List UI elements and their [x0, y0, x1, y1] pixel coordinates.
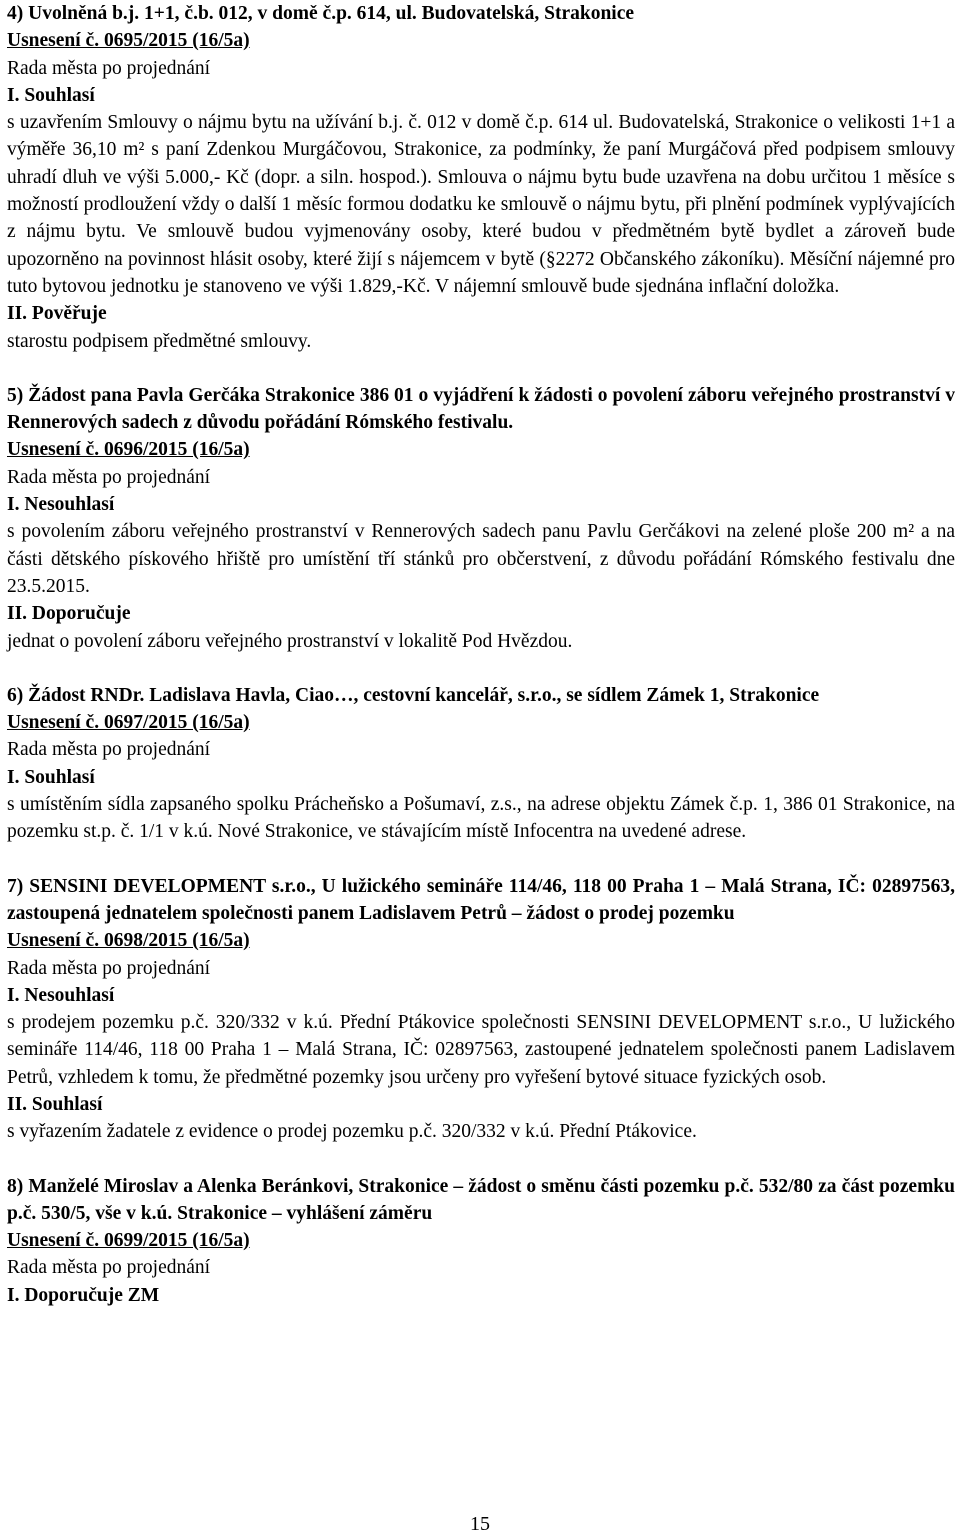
item-5: [7, 382, 955, 655]
resolution-number: Usnesení č. 0698/2015 (16/5a): [7, 930, 250, 952]
point-text: s prodejem pozemku p.č. 320/332 v k.ú. Přední Ptákovice společnosti SENSINI DEVELOPMENT s.r.o., U lužického semináře 114/46, 118 00 Praha 1 – Malá Strana, IČ: 02897563, zastoupené jednatelem společnosti panem Ladislavem Petrů, vzhledem k tomu, že předmětné pozemky jsou určeny pro vyřešení bytové situace fyzických osob.: [7, 1012, 955, 1088]
point-label: II. Pověřuje: [7, 303, 107, 325]
point-label: I. Nesouhlasí: [7, 984, 115, 1006]
document-page: [7, 0, 955, 1309]
point-label: II. Doporučuje: [7, 603, 131, 625]
item-4: [7, 0, 955, 355]
resolution-number: Usnesení č. 0696/2015 (16/5a): [7, 439, 250, 461]
point-text: jednat o povolení záboru veřejného prostranství v lokalitě Pod Hvězdou.: [7, 630, 573, 652]
item-heading: 5) Žádost pana Pavla Gerčáka Strakonice 386 01 o vyjádření k žádosti o povolení záboru veřejného prostranství v Rennerových sadech z důvodu pořádání Rómského festivalu.: [7, 384, 955, 434]
resolution-number: Usnesení č. 0695/2015 (16/5a): [7, 30, 250, 52]
item-heading: 8) Manželé Miroslav a Alenka Beránkovi, Strakonice – žádost o směnu části pozemku p.č. 532/80 za část pozemku p.č. 530/5, vše v k.ú. Strakonice – vyhlášení záměru: [7, 1175, 955, 1224]
item-heading: 7) SENSINI DEVELOPMENT s.r.o., U lužického semináře 114/46, 118 00 Praha 1 – Malá Strana, IČ: 02897563, zastoupená jednatelem společnosti panem Ladislavem Petrů – žádost o prodej pozemku: [7, 875, 955, 924]
council-intro: Rada města po projednání: [7, 957, 211, 979]
item-heading: 4) Uvolněná b.j. 1+1, č.b. 012, v domě č.p. 614, ul. Budovatelská, Strakonice: [7, 3, 635, 24]
item-7: [7, 873, 955, 1146]
point-label: I. Doporučuje ZM: [7, 1284, 160, 1306]
point-text: starostu podpisem předmětné smlouvy.: [7, 330, 312, 352]
point-text: s uzavřením Smlouvy o nájmu bytu na užívání b.j. č. 012 v domě č.p. 614 ul. Budovatelská, Strakonice o velikosti 1+1 a výměře 36,10 m² s paní Zdenkou Murgáčovou, Strakonice, za podmínky, že paní Murgáčová před podpisem smlouvy uhradí dluh ve výši 5.000,- Kč (dopr. a siln. hospod.). Smlouva o nájmu bytu bude uzavřena na dobu určitou 1 měsíce s možností prodloužení vždy o další 1 měsíc formou dodatku ke smlouvě o nájmu bytu, při plnění podmínek vyplývajících z nájmu bytu. Ve smlouvě budou vyjmenovány osoby, které budou v předmětném bytě bydlet a zároveň bude upozorněno na povinnost hlásit osoby, které žijí s nájemcem v bytě (§2272 Občanského zákoníku). Měsíční nájemné pro tuto bytovou jednotku je stanoveno ve výši 1.829,-Kč. V nájemní smlouvě bude sjednána inflační doložka.: [7, 112, 955, 297]
item-8: [7, 1173, 955, 1309]
item-6: [7, 682, 955, 846]
point-label: II. Souhlasí: [7, 1093, 103, 1115]
resolution-number: Usnesení č. 0697/2015 (16/5a): [7, 712, 250, 734]
point-label: I. Souhlasí: [7, 84, 95, 106]
point-text: s vyřazením žadatele z evidence o prodej pozemku p.č. 320/332 v k.ú. Přední Ptákovice.: [7, 1121, 697, 1143]
item-heading: 6) Žádost RNDr. Ladislava Havla, Ciao…, cestovní kancelář, s.r.o., se sídlem Zámek 1, Strakonice: [7, 684, 820, 706]
point-text: s povolením záboru veřejného prostranství v Rennerových sadech panu Pavlu Gerčákovi na zelené ploše 200 m² a na části dětského pískového hřiště pro umístění tří stánků pro občerstvení, z důvodu pořádání Rómského festivalu dne 23.5.2015.: [7, 521, 955, 597]
resolution-number: Usnesení č. 0699/2015 (16/5a): [7, 1230, 250, 1252]
council-intro: Rada města po projednání: [7, 1257, 211, 1279]
council-intro: Rada města po projednání: [7, 739, 211, 761]
point-text: s umístěním sídla zapsaného spolku Prácheňsko a Pošumaví, z.s., na adrese objektu Zámek č.p. 1, 386 01 Strakonice, na pozemku st.p. č. 1/1 v k.ú. Nové Strakonice, ve stávajícím místě Infocentra na uvedené adrese.: [7, 794, 955, 843]
page-number: 15: [470, 1513, 490, 1535]
point-label: I. Nesouhlasí: [7, 494, 115, 516]
point-label: I. Souhlasí: [7, 766, 95, 788]
council-intro: Rada města po projednání: [7, 466, 211, 488]
council-intro: Rada města po projednání: [7, 57, 211, 79]
